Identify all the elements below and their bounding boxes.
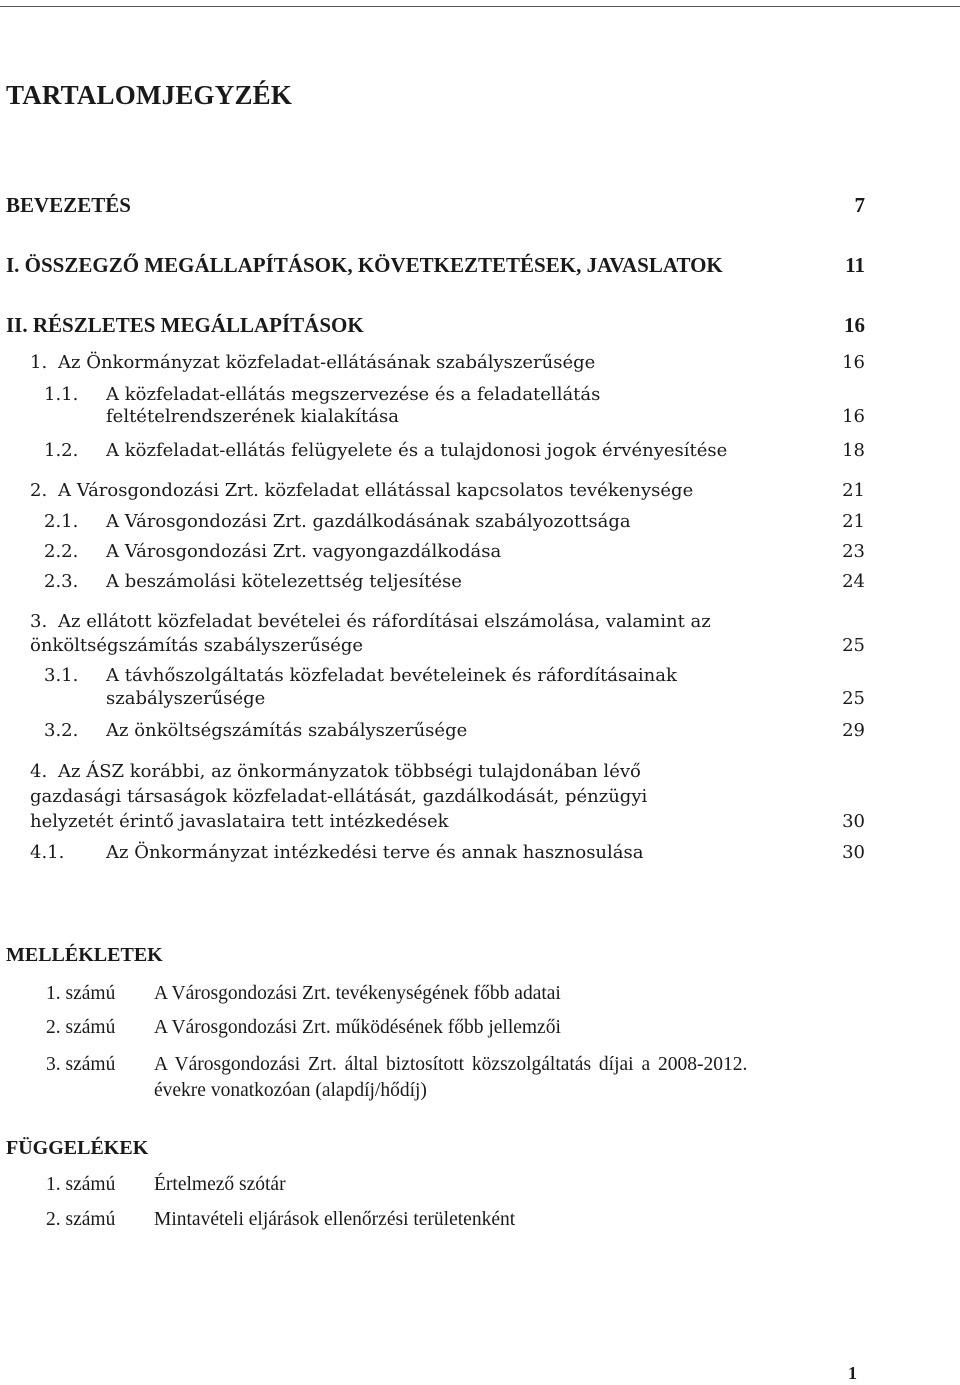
page-title: TARTALOMJEGYZÉK	[6, 80, 293, 110]
toc-entry-text[interactable]: Az önköltségszámítás szabályszerűsége	[106, 720, 468, 741]
toc-heading-bevezetes[interactable]: BEVEZETÉS	[6, 193, 131, 217]
annex-text[interactable]: A Városgondozási Zrt. működésének főbb jellemzői	[154, 1017, 561, 1038]
toc-entry-num: 1.1.	[44, 384, 79, 405]
toc-entry-text[interactable]: Az Önkormányzat közfeladat-ellátásának szabályszerűsége	[58, 352, 596, 373]
top-rule	[0, 6, 960, 7]
toc-page-part2: 16	[844, 313, 865, 337]
toc-entry-num: 4.1.	[30, 842, 65, 863]
toc-entry-num: 3.	[30, 611, 48, 632]
fuggelekek-heading: FÜGGELÉKEK	[6, 1137, 149, 1159]
toc-entry-text[interactable]: Az ÁSZ korábbi, az önkormányzatok többségi tulajdonában lévő	[58, 761, 641, 782]
toc-entry-num: 1.2.	[44, 440, 79, 461]
toc-entry-text[interactable]: A távhőszolgáltatás közfeladat bevételeinek és ráfordításainak	[106, 665, 677, 686]
toc-entry-page: 23	[842, 541, 865, 562]
toc-heading-part2[interactable]: II. RÉSZLETES MEGÁLLAPÍTÁSOK	[6, 313, 364, 337]
annex-num: 2. számú	[46, 1017, 116, 1038]
toc-entry-num: 4.	[30, 761, 48, 782]
toc-entry-text[interactable]: A beszámolási kötelezettség teljesítése	[106, 571, 462, 592]
toc-entry-page: 29	[842, 720, 865, 741]
appendix-text[interactable]: Mintavételi eljárások ellenőrzési területenként	[154, 1209, 516, 1230]
appendix-num: 1. számú	[46, 1174, 116, 1195]
toc-entry-num: 1.	[30, 352, 48, 373]
toc-entry-page: 21	[842, 480, 865, 501]
toc-entry-text[interactable]: Az Önkormányzat intézkedési terve és annak hasznosulása	[106, 842, 644, 863]
toc-entry-num: 3.1.	[44, 665, 79, 686]
toc-entry-text[interactable]: Az ellátott közfeladat bevételei és ráfordításai elszámolása, valamint az	[58, 611, 711, 632]
appendix-text[interactable]: Értelmező szótár	[154, 1174, 286, 1195]
toc-entry-text-cont[interactable]: feltételrendszerének kialakítása	[106, 406, 399, 427]
toc-entry-page: 24	[842, 571, 865, 592]
toc-page-bevezetes: 7	[854, 193, 865, 217]
toc-entry-page: 21	[842, 511, 865, 532]
toc-entry-page: 30	[842, 842, 865, 863]
annex-text-cont[interactable]: évekre vonatkozóan (alapdíj/hődíj)	[154, 1080, 427, 1101]
toc-entry-text[interactable]: A közfeladat-ellátás megszervezése és a feladatellátás	[106, 384, 601, 405]
toc-entry-num: 2.	[30, 480, 48, 501]
toc-entry-num: 2.1.	[44, 511, 79, 532]
annex-num: 3. számú	[46, 1054, 116, 1075]
toc-entry-num: 2.2.	[44, 541, 79, 562]
toc-entry-page: 16	[842, 352, 865, 373]
toc-entry-num: 3.2.	[44, 720, 79, 741]
toc-entry-text-cont[interactable]: gazdasági társaságok közfeladat-ellátását, gazdálkodását, pénzügyi	[30, 786, 648, 807]
toc-entry-page: 30	[842, 811, 865, 832]
annex-text[interactable]: A Városgondozási Zrt. tevékenységének főbb adatai	[154, 983, 561, 1004]
toc-entry-page: 16	[842, 406, 865, 427]
page-number: 1	[848, 1363, 857, 1383]
toc-heading-part1[interactable]: I. ÖSSZEGZŐ MEGÁLLAPÍTÁSOK, KÖVETKEZTETÉSEK, JAVASLATOK	[6, 253, 723, 277]
toc-entry-text[interactable]: A közfeladat-ellátás felügyelete és a tulajdonosi jogok érvényesítése	[106, 440, 728, 461]
annex-text[interactable]: A Városgondozási Zrt. által biztosított közszolgáltatás díjai a 2008-2012.	[154, 1054, 748, 1075]
toc-entry-page: 18	[842, 440, 865, 461]
appendix-num: 2. számú	[46, 1209, 116, 1230]
toc-entry-text-cont[interactable]: önköltségszámítás szabályszerűsége	[30, 635, 364, 656]
annex-num: 1. számú	[46, 983, 116, 1004]
toc-entry-text-cont[interactable]: szabályszerűsége	[106, 688, 266, 709]
mellekletek-heading: MELLÉKLETEK	[6, 944, 163, 966]
toc-entry-text[interactable]: A Városgondozási Zrt. közfeladat ellátással kapcsolatos tevékenysége	[58, 480, 694, 501]
toc-entry-text[interactable]: A Városgondozási Zrt. vagyongazdálkodása	[106, 541, 502, 562]
toc-page-part1: 11	[845, 253, 865, 277]
toc-entry-num: 2.3.	[44, 571, 79, 592]
toc-entry-text-cont[interactable]: helyzetét érintő javaslataira tett intézkedések	[30, 811, 449, 832]
toc-entry-page: 25	[842, 688, 865, 709]
toc-entry-page: 25	[842, 635, 865, 656]
toc-entry-text[interactable]: A Városgondozási Zrt. gazdálkodásának szabályozottsága	[106, 511, 631, 532]
